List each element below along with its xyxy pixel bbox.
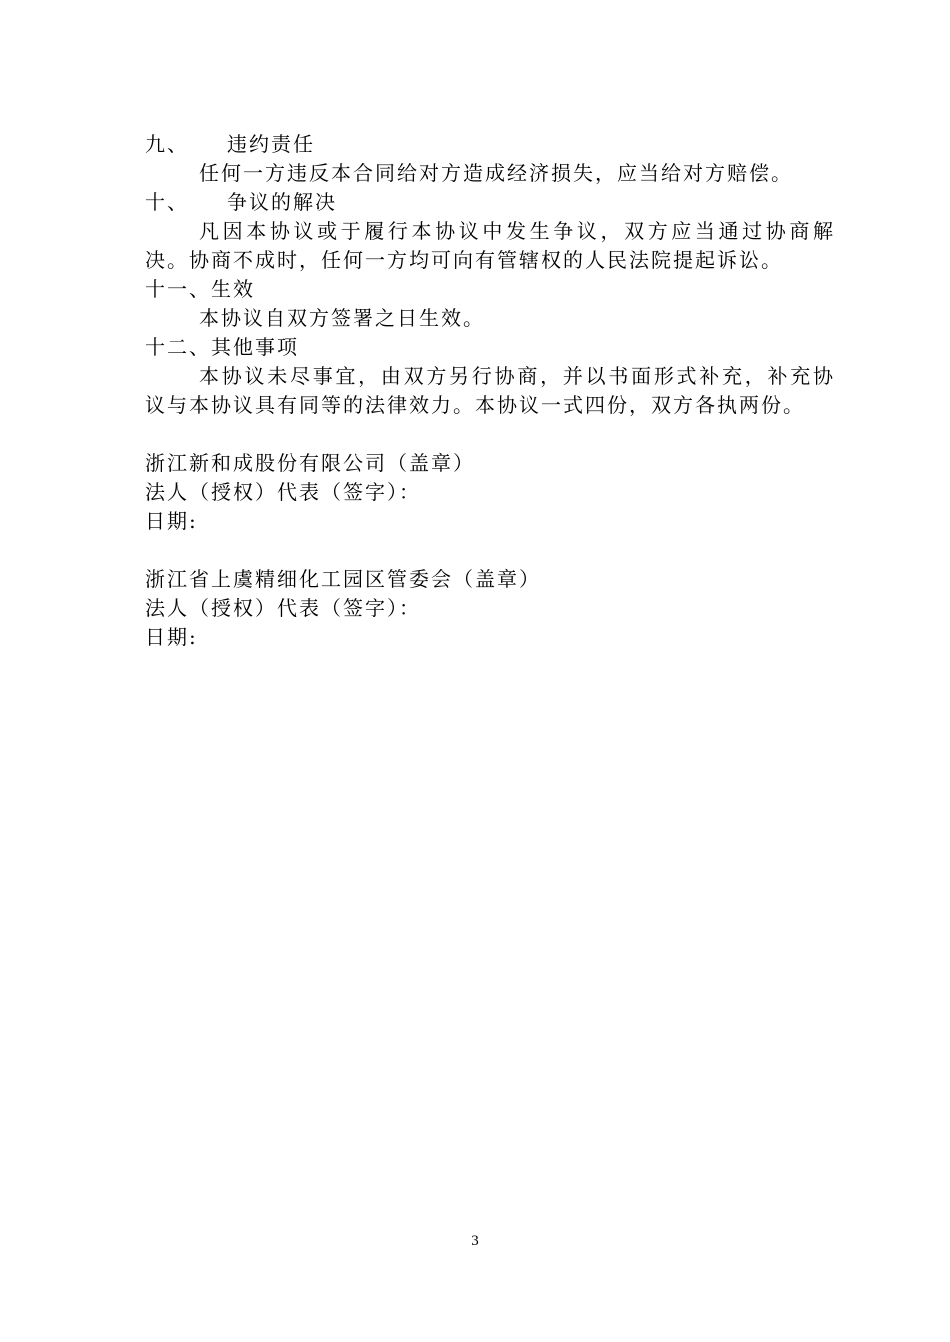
- section-dispute-resolution: [145, 188, 835, 275]
- signature-block-party-a: [145, 449, 835, 536]
- section-text: 凡因本协议或于履行本协议中发生争议，双方应当通过协商解决。协商不成时，任何一方均可向有管辖权的人民法院提起诉讼。: [145, 219, 835, 272]
- section-title: 违约责任: [227, 132, 315, 156]
- section-text: 本协议未尽事宜，由双方另行协商，并以书面形式补充，补充协议与本协议具有同等的法律效力。本协议一式四份，双方各执两份。: [145, 364, 835, 417]
- section-text: 本协议自双方签署之日生效。: [199, 306, 485, 330]
- spacer: [145, 536, 835, 565]
- section-number: 十二、: [145, 335, 211, 359]
- signature-date-line: 日期:: [145, 625, 198, 649]
- document-body: [145, 130, 835, 652]
- spacer: [145, 420, 835, 449]
- section-title: 其他事项: [211, 335, 299, 359]
- section-heading: [145, 333, 835, 362]
- page-number: 3: [471, 1233, 479, 1249]
- section-breach-liability: [145, 130, 835, 188]
- signature-date-line: 日期:: [145, 509, 198, 533]
- section-text: 任何一方违反本合同给对方造成经济损失，应当给对方赔偿。: [199, 161, 793, 185]
- party-name: 浙江省上虞精细化工园区管委会（盖章）: [145, 567, 541, 591]
- section-title: 争议的解决: [227, 190, 337, 214]
- representative-signature-line: 法人（授权）代表（签字）：: [145, 480, 421, 504]
- section-title: 生效: [211, 277, 255, 301]
- party-name: 浙江新和成股份有限公司（盖章）: [145, 451, 475, 475]
- section-heading: [145, 275, 835, 304]
- section-number: 十、: [145, 190, 189, 214]
- section-number: 十一、: [145, 277, 211, 301]
- section-heading: [145, 130, 835, 159]
- section-effectiveness: [145, 275, 835, 333]
- section-other-matters: [145, 333, 835, 420]
- signature-block-party-b: [145, 565, 835, 652]
- section-number: 九、: [145, 132, 189, 156]
- section-heading: [145, 188, 835, 217]
- representative-signature-line: 法人（授权）代表（签字）：: [145, 596, 421, 620]
